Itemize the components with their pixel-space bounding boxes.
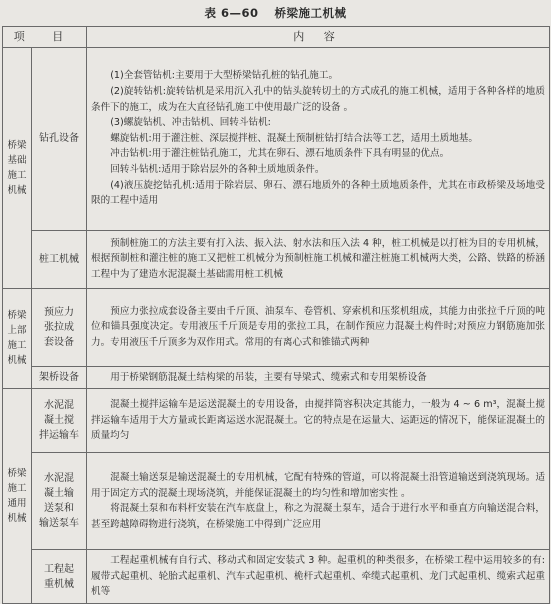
table-row xyxy=(3,389,550,453)
row-content-piling: 预制桩施工的方法主要有打入法、振入法、射水法和压入法 4 种，桩工机械是以打桩为目的专用机械，根据预制桩和灌注桩的施工又把桩工机械分为预制桩施工机械和灌注桩施工机械两大类，公路、铁路的桥涵工程中为了建造水泥混凝土基础需用桩工机械 xyxy=(87,230,550,288)
row-content-drilling: (1)全套管钻机:主要用于大型桥梁钻孔桩的钻孔施工。 (2)旋转钻机:旋转钻机是采用沉入孔中的钻头旋转切土的方式成孔的施工机械，适用于各种各样的地质条件下的施工，成为在大直径钻孔施工中使用最广泛的设备 。 (3)螺旋钻机、冲击钻机、回转斗钻机: 螺旋钻机:用于灌注桩、深层搅拌桩、混凝土预制桩钻打结合法等工艺，适用土质地基。 冲击钻机:用于灌注桩钻孔施工，尤其在卵石、漂石地质条件下具有明显的优点。 回转斗钻机:适用于除岩层外的各种土质地质条件。 (4)液压旋挖钻孔机:适用于除岩层、卵石、漂石地质外的各种土质地质条件，尤其在市政桥梁及场地受限的工程中适用 xyxy=(87,47,550,230)
table-row xyxy=(3,230,550,288)
table-row xyxy=(3,453,550,550)
row-name-drilling: 钻孔设备 xyxy=(32,47,87,230)
table-row xyxy=(3,550,550,604)
header-row xyxy=(3,27,550,48)
row-name-piling: 桩工机械 xyxy=(32,230,87,288)
row-content-mixer-truck: 混凝土搅拌运输车是运送混凝土的专用设备，由搅拌筒容积决定其能力，一般为 4 ~ 6 m³，混凝土搅拌运输车适用于大方量或长距离运送水泥混凝土。它的特点是在运量大、运距远的情况下，能保证混凝土的质量均匀 xyxy=(87,389,550,453)
row-content-erection: 用于桥梁钢筋混凝土结构梁的吊装，主要有导梁式、缆索式和专用架桥设备 xyxy=(87,366,550,389)
header-content: 内 容 xyxy=(87,27,550,48)
category-foundation: 桥梁 基础 施工 机械 xyxy=(3,47,32,288)
row-name-pump: 水泥混 凝土输 送泵和 输送泵车 xyxy=(32,453,87,550)
row-name-mixer-truck: 水泥混 凝土搅 拌运输车 xyxy=(32,389,87,453)
row-name-crane: 工程起 重机械 xyxy=(32,550,87,604)
row-content-pump: 混凝土输送泵是输送混凝土的专用机械，它配有特殊的管道，可以将混凝土沿管道输送到浇筑现场。适用于固定方式的混凝土现场浇筑，并能保证混凝土的均匀性和增加密实性 。 将混凝土泵和布料杆安装在汽车底盘上，称之为混凝土泵车，适合于进行水平和垂直方向输送混合料，甚至跨越障碍物进行浇筑，在桥梁施工中得到广泛应用 xyxy=(87,453,550,550)
row-name-prestress: 预应力 张拉成 套设备 xyxy=(32,288,87,366)
bridge-machinery-table xyxy=(2,26,550,604)
row-name-erection: 架桥设备 xyxy=(32,366,87,389)
table-title-text: 桥梁施工机械 xyxy=(274,6,347,20)
table-row xyxy=(3,47,550,230)
table-row xyxy=(3,288,550,366)
table-title xyxy=(0,2,551,24)
row-content-crane: 工程起重机械有自行式、移动式和固定安装式 3 种。起重机的种类很多，在桥梁工程中运用较多的有:履带式起重机、轮胎式起重机、汽车式起重机、桅杆式起重机、牵缆式起重机、龙门式起重机、缆索式起重机等 xyxy=(87,550,550,604)
header-item: 项 目 xyxy=(3,27,87,48)
category-concrete: 桥梁 施工 通用 机械 xyxy=(3,389,32,604)
category-superstructure: 桥梁 上部 施工 机械 xyxy=(3,288,32,389)
table-number: 表 6—60 xyxy=(204,6,259,20)
row-content-prestress: 预应力张拉成套设备主要由千斤顶、油泵车、卷管机、穿索机和压浆机组成，其能力由张拉千斤顶的吨位和锚具强度决定。专用液压千斤顶是专用的张拉工具，在制作预应力混凝土构件时;对预应力钢筋施加张力。专用液压千斤顶多为双作用式。常用的有离心式和锥锚式两种 xyxy=(87,288,550,366)
table-row xyxy=(3,366,550,389)
